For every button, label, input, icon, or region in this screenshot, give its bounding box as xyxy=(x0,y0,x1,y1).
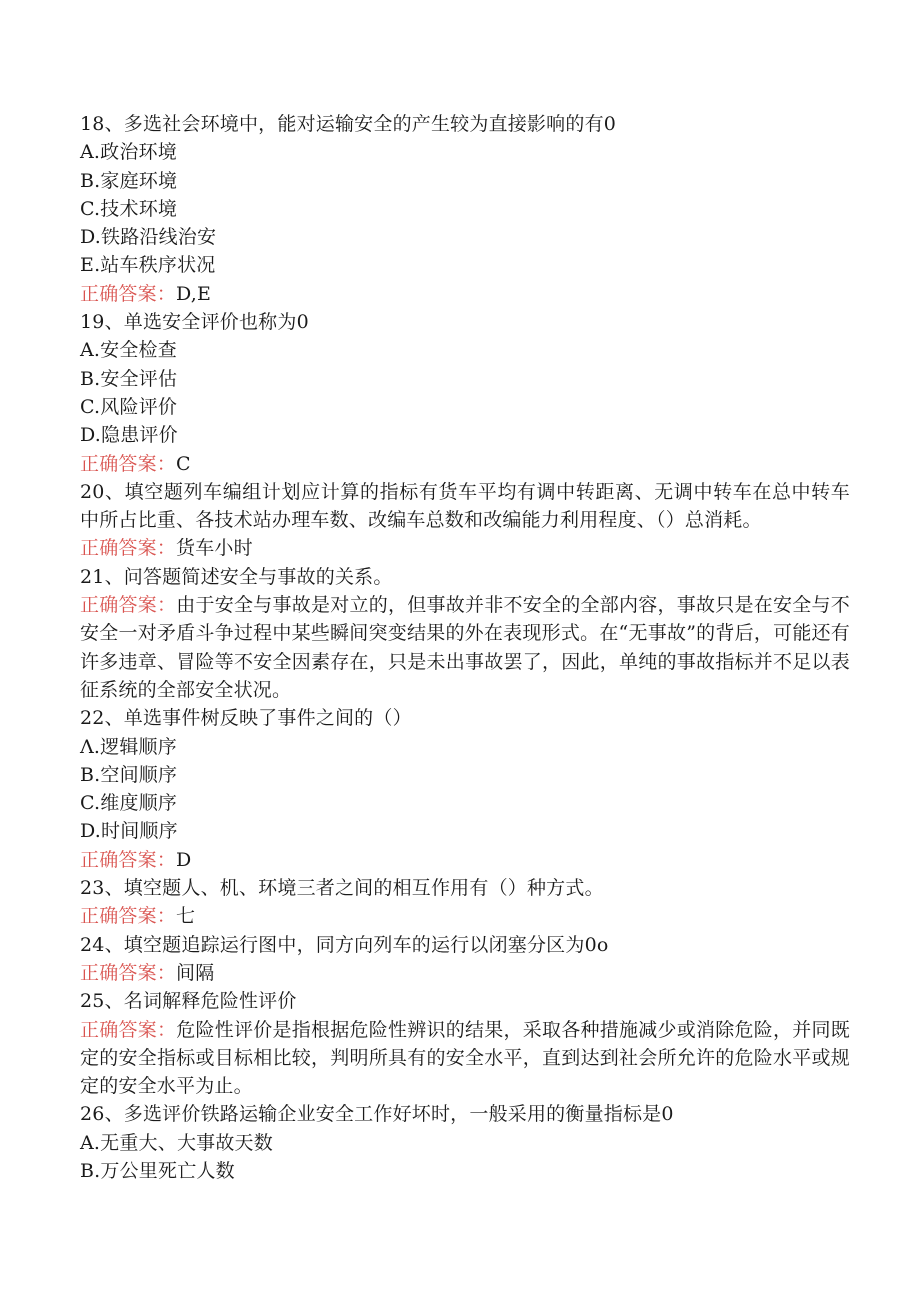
option-22-c: C.维度顺序 xyxy=(80,792,178,815)
question-25: 25、名词解释危险性评价 xyxy=(80,990,297,1013)
option-22-a: Λ.逻辑顺序 xyxy=(80,735,177,758)
option-26-b: B.万公里死亡人数 xyxy=(80,1159,235,1182)
answer-22 xyxy=(80,846,850,874)
option-18-d: D.铁路沿线治安 xyxy=(80,226,217,249)
answer-text: 七 xyxy=(176,905,196,928)
answer-24 xyxy=(80,959,850,987)
answer-text: D,E xyxy=(176,282,212,305)
option-18-b: B.家庭环境 xyxy=(80,169,178,192)
question-19: 19、单选安全评价也称为0 xyxy=(80,311,309,334)
question-20: 20、填空题列车编组计划应计算的指标有货车平均有调中转距离、无调中转车在总中转车中所占比重、各技术站办理车数、改编车总数和改编能力利用程度、（）总消耗。 xyxy=(80,480,850,532)
option-19-b: B.安全评估 xyxy=(80,367,178,390)
option-18-a: A.政治环境 xyxy=(80,141,177,164)
option-22-d: D.时间顺序 xyxy=(80,820,178,843)
question-24: 24、填空题追踪运行图中，同方向列车的运行以闭塞分区为0o xyxy=(80,933,609,956)
answer-text: 货车小时 xyxy=(176,537,253,560)
option-18-c: C.技术环境 xyxy=(80,197,178,220)
option-19-c: C.风险评价 xyxy=(80,395,178,418)
answer-text: C xyxy=(176,452,191,475)
option-22-b: B.空间顺序 xyxy=(80,763,178,786)
answer-text: 间隔 xyxy=(176,961,215,984)
answer-text: D xyxy=(176,848,192,871)
answer-label: 正确答案： xyxy=(80,848,177,871)
question-26: 26、多选评价铁路运输企业安全工作好坏时，一般采用的衡量指标是0 xyxy=(80,1103,674,1126)
answer-21 xyxy=(80,591,850,704)
option-19-d: D.隐患评价 xyxy=(80,424,178,447)
question-21: 21、问答题简述安全与事故的关系。 xyxy=(80,565,393,588)
answer-label: 正确答案： xyxy=(80,1018,177,1041)
answer-18 xyxy=(80,280,850,308)
answer-label: 正确答案： xyxy=(80,961,177,984)
answer-23 xyxy=(80,902,850,930)
answer-20 xyxy=(80,534,850,562)
answer-label: 正确答案： xyxy=(80,594,177,617)
option-18-e: E.站车秩序状况 xyxy=(80,254,216,277)
answer-text: 由于安全与事故是对立的，但事故并非不安全的全部内容，事故只是在安全与不安全一对矛盾斗争过程中某些瞬间突变结果的外在表现形式。在“无事故”的背后，可能还有许多违章、冒险等不安全因素存在，只是未出事故罢了，因此，单纯的事故指标并不足以表征系统的全部安全状况。 xyxy=(80,594,850,701)
answer-label: 正确答案： xyxy=(80,452,177,475)
document-page xyxy=(80,110,850,1185)
answer-label: 正确答案： xyxy=(80,282,177,305)
question-23: 23、填空题人、机、环境三者之间的相互作用有（）种方式。 xyxy=(80,877,604,900)
question-22: 22、单选事件树反映了事件之间的（） xyxy=(80,707,412,730)
answer-text: 危险性评价是指根据危险性辨识的结果，采取各种措施减少或消除危险，并同既定的安全指标或目标相比较，判明所具有的安全水平，直到达到社会所允许的危险水平或规定的安全水平为止。 xyxy=(80,1018,850,1098)
question-18: 18、多选社会环境中，能对运输安全的产生较为直接影响的有0 xyxy=(80,113,617,135)
answer-25 xyxy=(80,1016,850,1101)
option-26-a: A.无重大、大事故天数 xyxy=(80,1131,273,1154)
answer-label: 正确答案： xyxy=(80,537,177,560)
option-19-a: A.安全检查 xyxy=(80,339,177,362)
answer-19 xyxy=(80,450,850,478)
answer-label: 正确答案： xyxy=(80,905,177,928)
